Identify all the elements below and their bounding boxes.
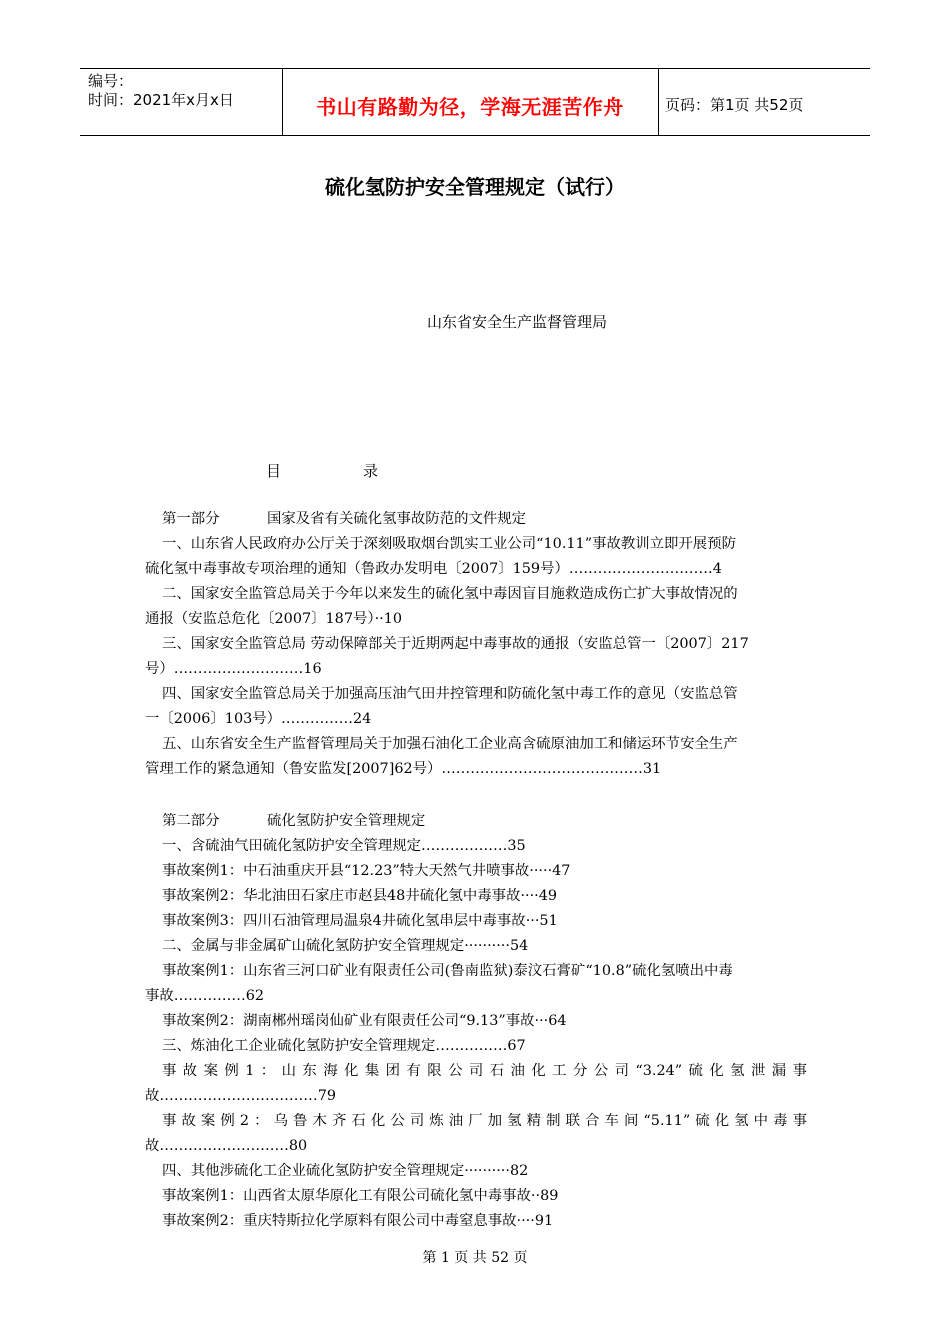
toc-entry: 事故案例1：中石油重庆开县“12.23”特大天然气井喷事故·····47 bbox=[162, 863, 571, 879]
toc-entry: 四、国家安全监管总局关于加强高压油气田井控管理和防硫化氢中毒工作的意见（安监总管 bbox=[162, 686, 738, 702]
toc-entry: 事故案例1：山西省太原华原化工有限公司硫化氢中毒事故··89 bbox=[162, 1188, 559, 1204]
toc-entry-cont: 故……………………………79 bbox=[145, 1088, 336, 1104]
toc-entry: 二、金属与非金属矿山硫化氢防护安全管理规定··········54 bbox=[162, 938, 529, 954]
toc-entry: 事故案例1：山东省三河口矿业有限责任公司(鲁南监狱)泰汶石膏矿“10.8”硫化氢喷出中毒 bbox=[162, 963, 733, 979]
toc-entry-cont: 故………………………80 bbox=[145, 1138, 308, 1154]
toc-entry: 四、其他涉硫化工企业硫化氢防护安全管理规定··········82 bbox=[162, 1163, 529, 1179]
organization: 山东省安全生产监督管理局 bbox=[427, 313, 608, 331]
toc-entry: 事故案例2：乌鲁木齐石化公司炼油厂加氢精制联合车间“5.11”硫化氢中毒事 bbox=[162, 1113, 807, 1129]
toc-heading-char: 录 bbox=[363, 462, 379, 480]
toc-entry: 事故案例2：湖南郴州瑶岗仙矿业有限责任公司“9.13”事故···64 bbox=[162, 1013, 567, 1029]
toc-entry: 一、山东省人民政府办公厅关于深刻吸取烟台凯实工业公司“10.11”事故教训立即开展预防 bbox=[162, 536, 736, 552]
toc-heading bbox=[266, 460, 378, 481]
toc-entry-cont: 硫化氢中毒事故专项治理的通知（鲁政办发明电〔2007〕159号）…………………………4 bbox=[145, 561, 722, 577]
toc-entry: 三、炼油化工企业硫化氢防护安全管理规定……………67 bbox=[162, 1038, 526, 1054]
table-of-contents bbox=[145, 507, 807, 1234]
toc-entry-cont: 一〔2006〕103号）……………24 bbox=[145, 711, 372, 727]
toc-entry: 二、国家安全监管总局关于今年以来发生的硫化氢中毒因盲目施救造成伤亡扩大事故情况的 bbox=[162, 586, 738, 602]
toc-entry: 五、山东省安全生产监督管理局关于加强石油化工企业高含硫原油加工和储运环节安全生产 bbox=[162, 736, 738, 752]
toc-entry: 事故案例2：重庆特斯拉化学原料有限公司中毒窒息事故····91 bbox=[162, 1213, 554, 1229]
part-label: 第一部分 bbox=[162, 511, 220, 527]
toc-entry: 事故案例1：山东海化集团有限公司石油化工分公司“3.24”硫化氢泄漏事 bbox=[162, 1063, 807, 1079]
toc-entry-cont: 管理工作的紧急通知（鲁安监发[2007]62号）……………………………………31 bbox=[145, 761, 662, 777]
part-label: 第二部分 bbox=[162, 813, 220, 829]
part-heading bbox=[145, 809, 807, 834]
number-label: 编号： bbox=[88, 72, 134, 90]
toc-entry-cont: 事故……………62 bbox=[145, 988, 265, 1004]
header-divider bbox=[658, 69, 659, 135]
toc-entry-cont: 通报（安监总危化〔2007〕187号）··10 bbox=[145, 611, 403, 627]
header-table bbox=[80, 68, 870, 136]
header-page-info: 页码：第1页 共52页 bbox=[665, 96, 804, 114]
header-meta bbox=[88, 72, 283, 110]
header-motto: 书山有路勤为径，学海无涯苦作舟 bbox=[316, 95, 624, 119]
toc-entry: 事故案例2：华北油田石家庄市赵县48井硫化氢中毒事故····49 bbox=[162, 888, 558, 904]
time-label: 时间：2021年x月x日 bbox=[88, 91, 234, 109]
toc-entry-cont: 号）………………………16 bbox=[145, 661, 322, 677]
part-heading bbox=[145, 507, 807, 532]
toc-entry: 三、国家安全监管总局 劳动保障部关于近期两起中毒事故的通报（安监总管一〔2007〕217 bbox=[162, 636, 749, 652]
part-title: 国家及省有关硫化氢事故防范的文件规定 bbox=[267, 511, 527, 527]
toc-heading-char: 目 bbox=[266, 462, 282, 480]
toc-entry: 一、含硫油气田硫化氢防护安全管理规定………………35 bbox=[162, 838, 526, 854]
part-title: 硫化氢防护安全管理规定 bbox=[267, 813, 426, 829]
page-footer: 第 1 页 共 52 页 bbox=[422, 1250, 528, 1266]
document-title: 硫化氢防护安全管理规定（试行） bbox=[325, 175, 625, 199]
toc-entry: 事故案例3：四川石油管理局温泉4井硫化氢串层中毒事故···51 bbox=[162, 913, 558, 929]
